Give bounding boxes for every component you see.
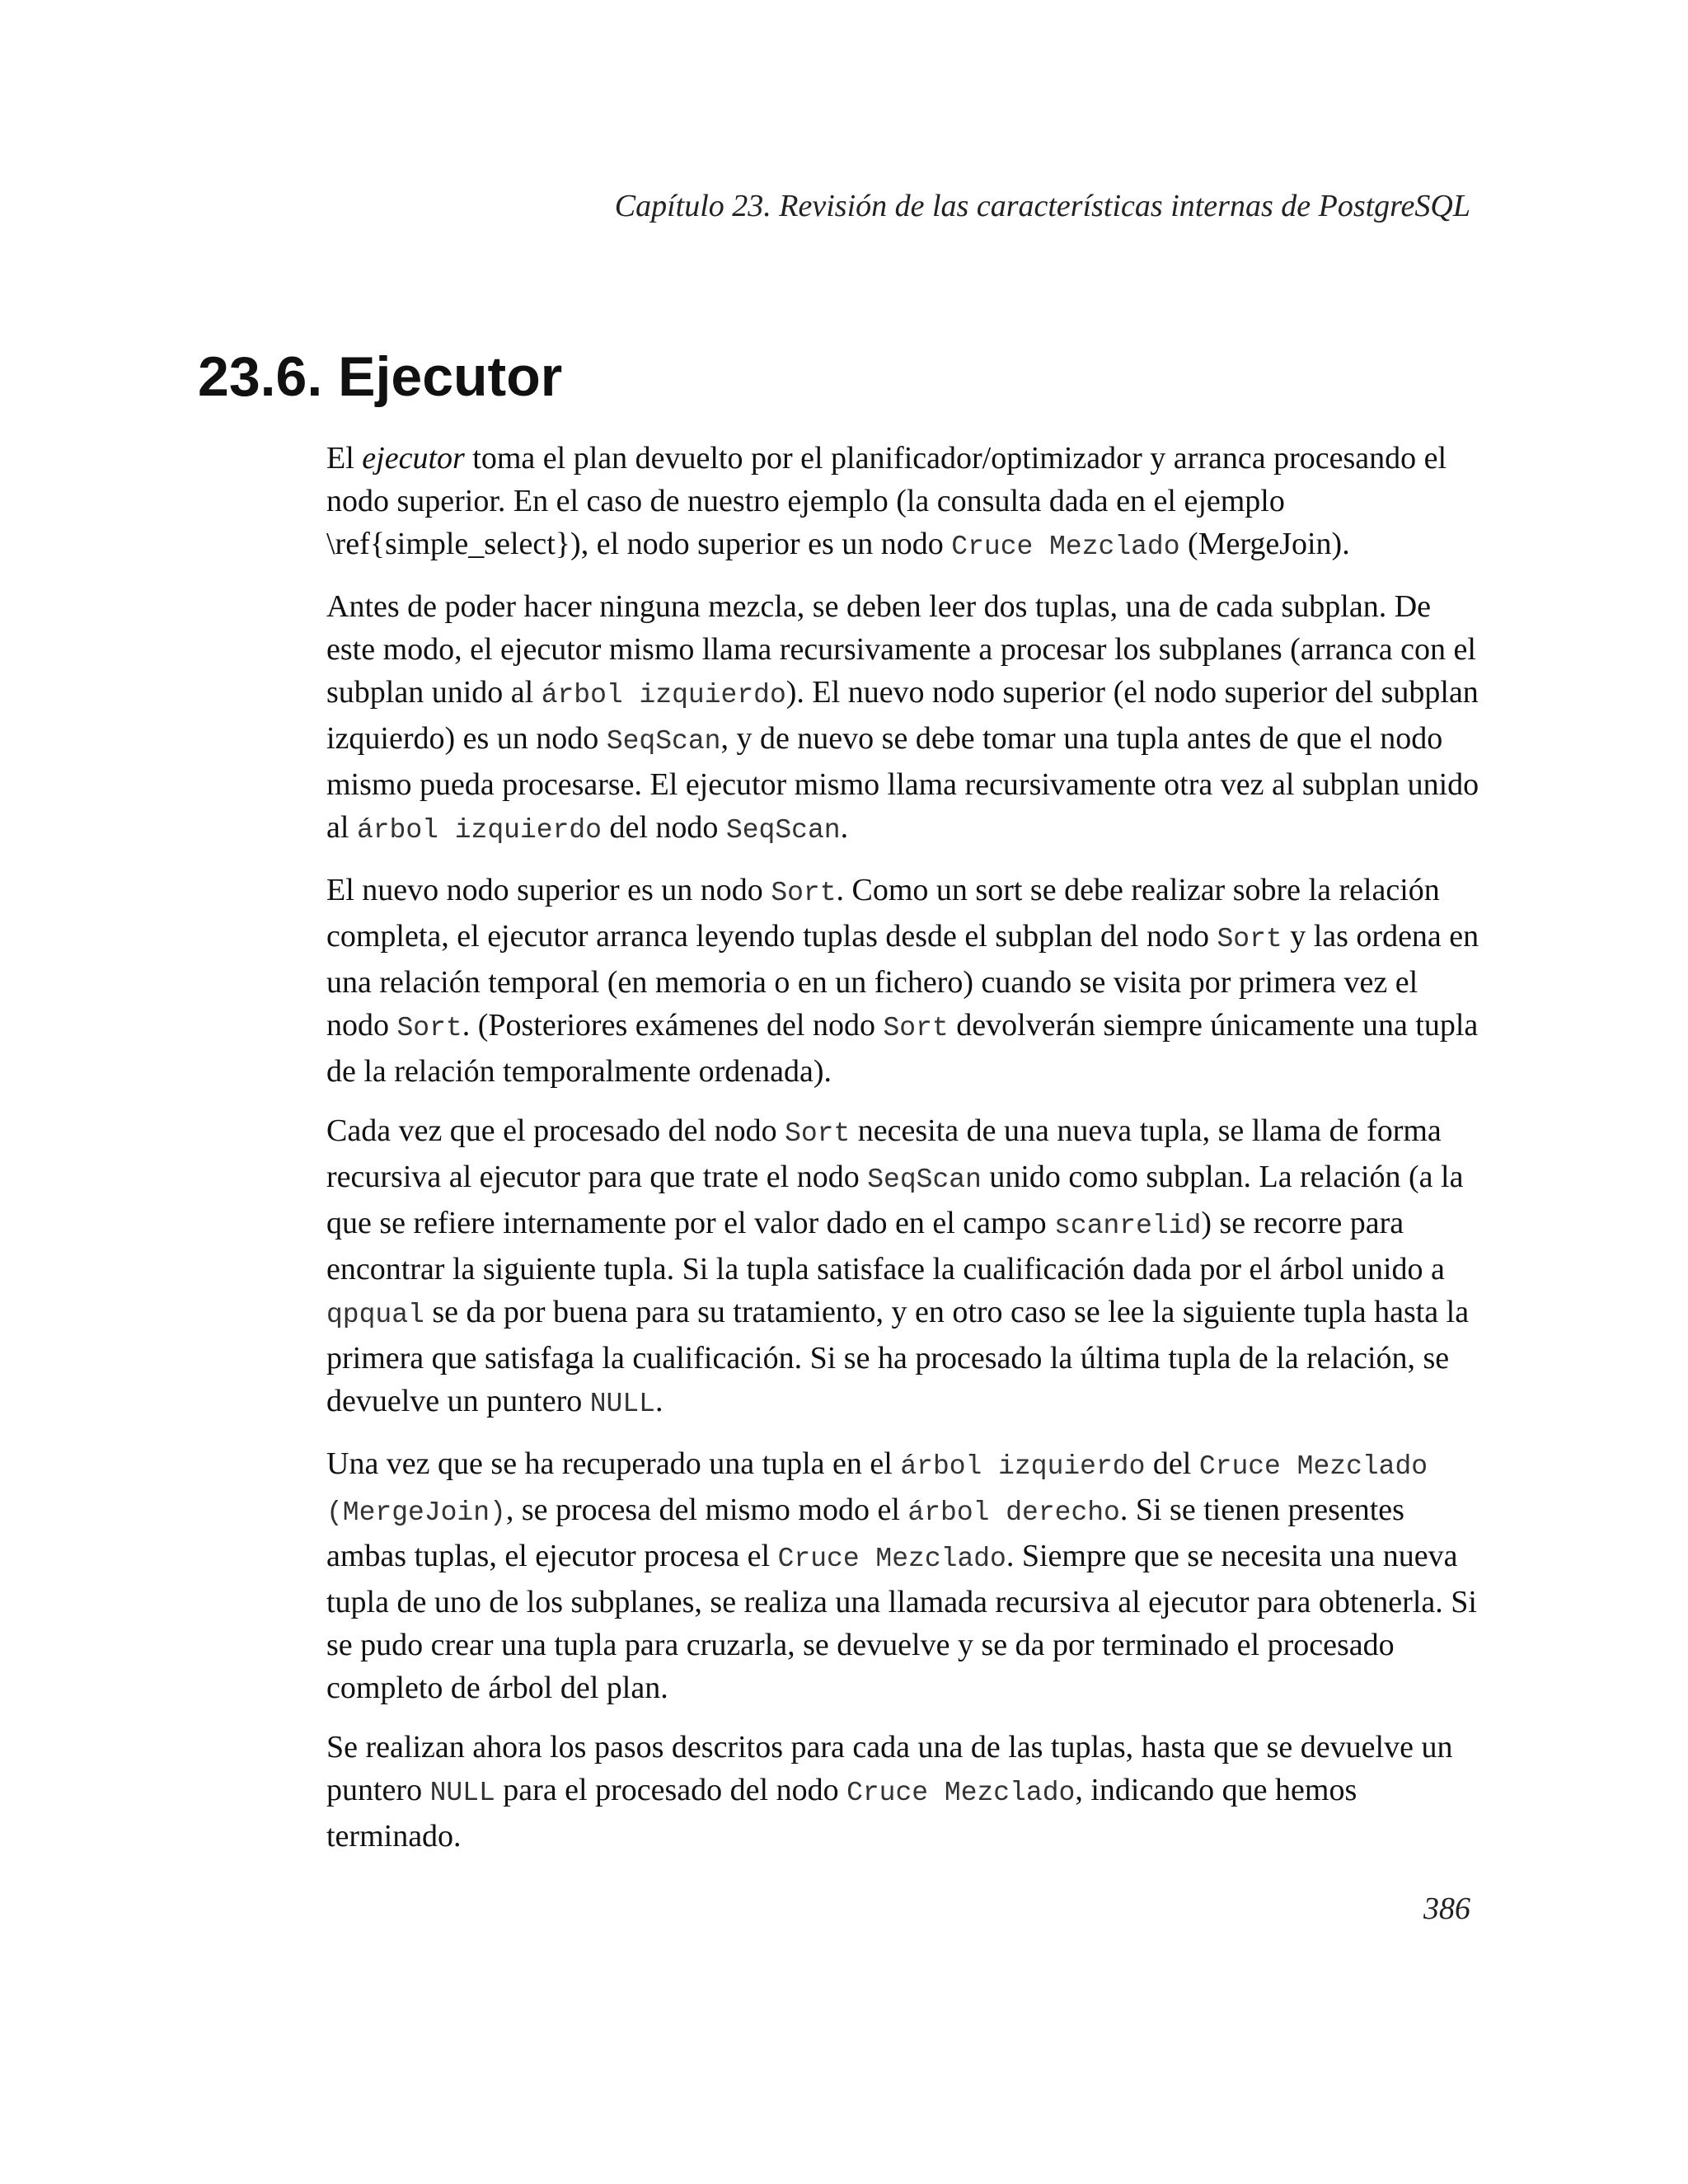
paragraph-text: , y de nuevo se debe tomar una tupla antes de que el nodo mismo pueda procesarse. El ejecutor mismo llama recursivamente otra vez al subplan unido al: [326, 721, 1479, 845]
inline-code: árbol derecho: [907, 1497, 1120, 1528]
paragraph-text: necesita de una nueva tupla, se llama de forma recursiva al ejecutor para que trate el nodo: [326, 1113, 1442, 1194]
paragraph: [326, 437, 1480, 569]
paragraph-text: se da por buena para su tratamiento, y en otro caso se lee la siguiente tupla hasta la primera que satisfaga la cualificación. Si se ha procesado la última tupla de la relación, se devuelve un puntero: [326, 1295, 1470, 1418]
inline-code: SeqScan: [725, 815, 841, 846]
paragraph-text: del nodo: [602, 810, 726, 845]
inline-code: Sort: [883, 1013, 949, 1043]
paragraph-text: Una vez que se ha recuperado una tupla en el: [326, 1446, 901, 1481]
paragraph-text: , indicando que hemos terminado.: [326, 1773, 1357, 1854]
paragraph-text: . (Posteriores exámenes del nodo: [462, 1008, 884, 1043]
paragraph-text: , se procesa del mismo modo el: [505, 1493, 908, 1527]
emphasized-term: ejecutor: [362, 441, 465, 476]
paragraph-text: ). El nuevo nodo superior (el nodo superior del subplan izquierdo) es un nodo: [326, 675, 1479, 756]
paragraph: [326, 1442, 1480, 1709]
inline-code: Cruce Mezclado: [777, 1544, 1006, 1574]
paragraph-text: Cada vez que el procesado del nodo: [326, 1113, 785, 1148]
paragraph: [326, 585, 1480, 852]
paragraph-text: y las ordena en una relación temporal (en memoria o en un fichero) cuando se visita por primera vez el nodo: [326, 919, 1479, 1043]
inline-code: Sort: [785, 1118, 851, 1149]
inline-code: Sort: [1217, 924, 1282, 954]
paragraph-text: unido como subplan. La relación (a la que se refiere internamente por el valor dado en el campo: [326, 1160, 1464, 1240]
paragraph-text: ) se recorre para encontrar la siguiente tupla. Si la tupla satisface la cualificación dada por el árbol unido a: [326, 1206, 1445, 1286]
inline-code: NULL: [589, 1389, 655, 1419]
paragraph-text: devolverán siempre únicamente una tupla de la relación temporalmente ordenada).: [326, 1008, 1479, 1089]
inline-code: Sort: [771, 878, 837, 908]
paragraph-text: (MergeJoin).: [1179, 527, 1350, 561]
inline-code: SeqScan: [867, 1165, 982, 1195]
section-title: 23.6. Ejecutor: [198, 345, 563, 408]
paragraph-text: para el procesado del nodo: [495, 1773, 847, 1807]
paragraph-text: . Siempre que se necesita una nueva tupla de uno de los subplanes, se realiza una llamada recursiva al ejecutor para obtenerla. Si se pudo crear una tupla para cruzarla, se devuelve y se da por terminado el procesado completo de árbol del plan.: [326, 1539, 1477, 1705]
section-body: [326, 437, 1480, 1874]
inline-code: scanrelid: [1054, 1211, 1202, 1241]
inline-code: árbol izquierdo: [541, 680, 786, 710]
page-number: 386: [1423, 1891, 1470, 1926]
paragraph-text: Se realizan ahora los pasos descritos para cada una de las tuplas, hasta que se devuelve un puntero: [326, 1730, 1453, 1807]
inline-code: Cruce Mezclado: [846, 1778, 1076, 1808]
running-header: Capítulo 23. Revisión de las características internas de PostgreSQL: [614, 189, 1470, 223]
paragraph-text: . Como un sort se debe realizar sobre la relación completa, el ejecutor arranca leyendo tuplas desde el subplan del nodo: [326, 873, 1440, 954]
paragraph-text: del: [1145, 1446, 1199, 1481]
inline-code: árbol izquierdo: [356, 815, 602, 846]
paragraph: [326, 1726, 1480, 1858]
paragraph-text: .: [654, 1384, 663, 1418]
paragraph: [326, 1109, 1480, 1426]
inline-code: árbol izquierdo: [900, 1451, 1146, 1482]
inline-code: SeqScan: [606, 726, 721, 757]
inline-code: qpqual: [326, 1300, 424, 1330]
paragraph: [326, 869, 1480, 1093]
inline-code: Cruce Mezclado (MergeJoin): [326, 1451, 1428, 1528]
inline-code: NULL: [429, 1778, 495, 1808]
paragraph-text: toma el plan devuelto por el planificador/optimizador y arranca procesando el nodo superior. En el caso de nuestro ejemplo (la consulta dada en el ejemplo \ref{simple_select}), el nodo superior es un nodo: [326, 441, 1447, 561]
paragraph-text: .: [840, 810, 849, 845]
paragraph-text: . Si se tienen presentes ambas tuplas, el ejecutor procesa el: [326, 1493, 1404, 1573]
inline-code: Sort: [396, 1013, 462, 1043]
inline-code: Cruce Mezclado: [951, 532, 1180, 562]
paragraph-text: El: [326, 441, 363, 476]
paragraph-text: El nuevo nodo superior es un nodo: [326, 873, 771, 907]
paragraph-text: Antes de poder hacer ninguna mezcla, se deben leer dos tuplas, una de cada subplan. De este modo, el ejecutor mismo llama recursivamente a procesar los subplanes (arranca con el subplan unido al: [326, 589, 1476, 710]
